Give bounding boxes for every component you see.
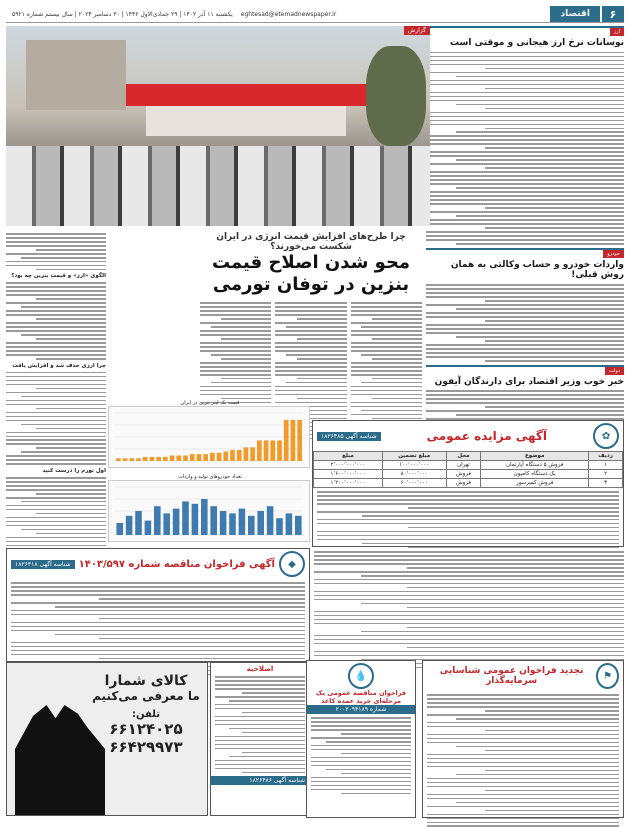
headline-car: واردات خودرو و حساب وکالتی به همان روش قبلی! [450, 259, 624, 281]
table-row [314, 479, 623, 488]
chart-bar [239, 509, 246, 535]
table-cell: فروش ۵ دستگاه آپارتمان [481, 461, 589, 470]
chart-bar [143, 457, 148, 461]
tag-line [426, 248, 624, 258]
table-header: موضوع [481, 452, 589, 461]
chart-bar [150, 457, 155, 461]
chart-bar [237, 450, 242, 461]
chart-bar [201, 499, 208, 535]
correction-title: اصلاحیه [246, 665, 274, 673]
chart-bar [123, 458, 128, 461]
table-cell: فروش کمپرسور [481, 479, 589, 488]
chart-bar [173, 509, 180, 535]
chart-bar [267, 506, 274, 535]
right-column [426, 26, 624, 459]
chart-bar [276, 518, 283, 535]
article-body [426, 52, 624, 245]
chart-bar [291, 420, 296, 461]
table-cell: یک دستگاه کامیون [481, 470, 589, 479]
kicker: چرا طرح‌های افزایش قیمت انرژی در ایران شکست می‌خورند؟ [216, 232, 406, 252]
car-count-chart [108, 480, 310, 542]
site-email[interactable]: eghtesad@etemadnewspaper.ir [240, 10, 337, 18]
table-cell: فروش [446, 479, 481, 488]
table-header: محل [446, 452, 481, 461]
chart-bar [197, 454, 202, 461]
chart-bar [203, 454, 208, 461]
gas-station-canopy [126, 84, 366, 106]
chart-bar [284, 420, 289, 461]
tag-line [426, 26, 624, 36]
chart-bar [297, 420, 302, 461]
chart-bar [248, 516, 255, 535]
car-queue [6, 146, 430, 226]
table-cell: ۱۰۰٬۰۰۰٬۰۰۰ [382, 461, 446, 470]
table-cell: ۲٬۰۰۰٬۰۰۰٬۰۰۰ [314, 461, 383, 470]
headline-iphone: خبر خوب وزیر اقتصاد برای دارندگان آیفون [434, 376, 624, 387]
table-cell: فروش [446, 470, 481, 479]
tender-ad-2 [306, 660, 416, 818]
table-cell: ۲ [589, 470, 623, 479]
chart-bar [163, 457, 168, 461]
chart-bar [286, 513, 293, 535]
chart-bar [257, 440, 262, 461]
photo-caption: گزارش [404, 26, 430, 35]
table-header: ردیف [589, 452, 623, 461]
chart-bar [295, 516, 302, 535]
chart-bar [230, 450, 235, 461]
invest-ad [422, 660, 624, 818]
chart-bar [250, 447, 255, 461]
chart-bar [156, 457, 161, 461]
table-header: مبلغ تضمین [382, 452, 446, 461]
chart-bar [192, 504, 199, 535]
chart-bar [145, 521, 152, 535]
left-text-column [6, 230, 106, 557]
tag-govt: دولت [605, 367, 624, 375]
emblem-icon: ✿ [593, 423, 619, 449]
company-logo-icon: ◆ [279, 551, 305, 577]
drop-logo-icon: 💧 [348, 663, 374, 689]
chart-bar [136, 458, 141, 461]
chart-bar [135, 511, 142, 535]
chart-bar [210, 506, 217, 535]
chart-bar [190, 454, 195, 461]
issue-date: یکشنبه ۱۱ آذر ۱۴۰۲ | ۲۹ جمادی‌الاول ۱۴۴۶ | ۳۰ دسامبر ۲۰۲۴ | سال بیستم شماره ۵۹۲۱ [12, 10, 233, 18]
headline-currency: نوسانات نرخ ارز هیجانی و موقتی است [450, 38, 624, 48]
tender1-title: آگهی فراخوان مناقصه شماره ۱۴۰۳/۵۹۷ [78, 558, 275, 570]
chart-bar [257, 511, 264, 535]
table-cell: ۳ [589, 479, 623, 488]
chart-bar [223, 451, 228, 461]
table-row [314, 461, 623, 470]
main-headline: محو شدن اصلاح قیمت بنزین در توفان تورمی [211, 252, 411, 295]
table-header: مبلغ [314, 452, 383, 461]
article-body [426, 284, 624, 361]
tag-currency: ارز [610, 28, 624, 36]
tender2-title: فراخوان مناقصه عمومی یک مرحله‌ای خرید عمده کاغذ [315, 689, 407, 705]
table-cell: ۶۰٬۰۰۰٬۰۰۰ [382, 479, 446, 488]
chart-bar [126, 516, 133, 535]
lead-photo [6, 26, 430, 226]
auction-text [314, 548, 624, 671]
tender-ad-1 [6, 548, 310, 662]
table-cell: تهران [446, 461, 481, 470]
chart-bar [244, 447, 249, 461]
chart-bar [182, 501, 189, 535]
gov-logo-icon: ⚑ [596, 663, 619, 689]
invest-title: تجدید فراخوان عمومی شناسایی سرمایه‌گذار [439, 666, 584, 686]
subhead-3: اول تورم را درست کنید [42, 467, 106, 474]
fuel-price-chart [108, 406, 310, 468]
phone-ad-line1: کالای شمارا [104, 673, 188, 689]
table-cell: ۸۰٬۰۰۰٬۰۰۰ [382, 470, 446, 479]
subhead-2: چرا ارزی حذف شد و افزایش یافت [12, 362, 106, 369]
chart-bar [176, 456, 181, 461]
chart-bar [163, 513, 170, 535]
phone-number-1[interactable]: ۶۶۱۲۴۰۲۵ [109, 720, 183, 738]
page-header [6, 6, 624, 23]
auction-table [313, 451, 623, 488]
chart-bar [154, 506, 161, 535]
correction-ad [210, 662, 310, 816]
table-cell: ۱٬۶۰۰٬۰۰۰٬۰۰۰ [314, 470, 383, 479]
chart2-title: تعداد خودروهای تولید و واردات [178, 474, 242, 480]
phone-number-2[interactable]: ۶۶۴۲۹۹۷۳ [109, 738, 183, 756]
table-cell: ۱٬۲۰۰٬۰۰۰٬۰۰۰ [314, 479, 383, 488]
phone-ad [6, 662, 208, 816]
table-cell: ۱ [589, 461, 623, 470]
page-number: ۶ [602, 6, 624, 22]
chart-bar [264, 440, 269, 461]
phone-label: تلفن: [131, 709, 161, 720]
phone-ad-line2: ما معرفی می‌کنیم [92, 689, 200, 703]
chart-bar [210, 453, 215, 461]
tender2-band: شماره ۲۰۰۳۰۹۴۱۸۹ [307, 705, 415, 714]
chart-title: قیمت یک لیتر بنزین در ایران [180, 400, 240, 406]
chart-bar [170, 456, 175, 461]
chart-bar [277, 440, 282, 461]
chart-bar [183, 456, 188, 461]
chart-bar [229, 513, 236, 535]
chart-bar [116, 523, 123, 535]
chart-bar [270, 440, 275, 461]
chart-bar [116, 458, 121, 461]
auction-band: شناسه آگهی ۱۸۲۶۴۸۵ [317, 432, 381, 441]
subhead-1: الگوی «ارز» و قیمت بنزین چه بود؟ [11, 273, 106, 280]
chart-bar [220, 511, 227, 535]
chart-bar [129, 458, 134, 461]
correction-band: شناسه آگهی ۱۸۲۶۴۸۶ [211, 776, 309, 785]
auction-ad [312, 420, 624, 547]
chart-bar [217, 453, 222, 461]
chart-area [110, 400, 310, 546]
auction-title: آگهی مزایده عمومی [426, 429, 547, 443]
tag-line [426, 365, 624, 375]
tender1-band: شناسه آگهی ۱۸۲۶۳۱۸ [11, 560, 75, 569]
section-label: اقتصاد [550, 6, 600, 22]
tag-car: خودرو [603, 250, 624, 258]
table-row [314, 470, 623, 479]
